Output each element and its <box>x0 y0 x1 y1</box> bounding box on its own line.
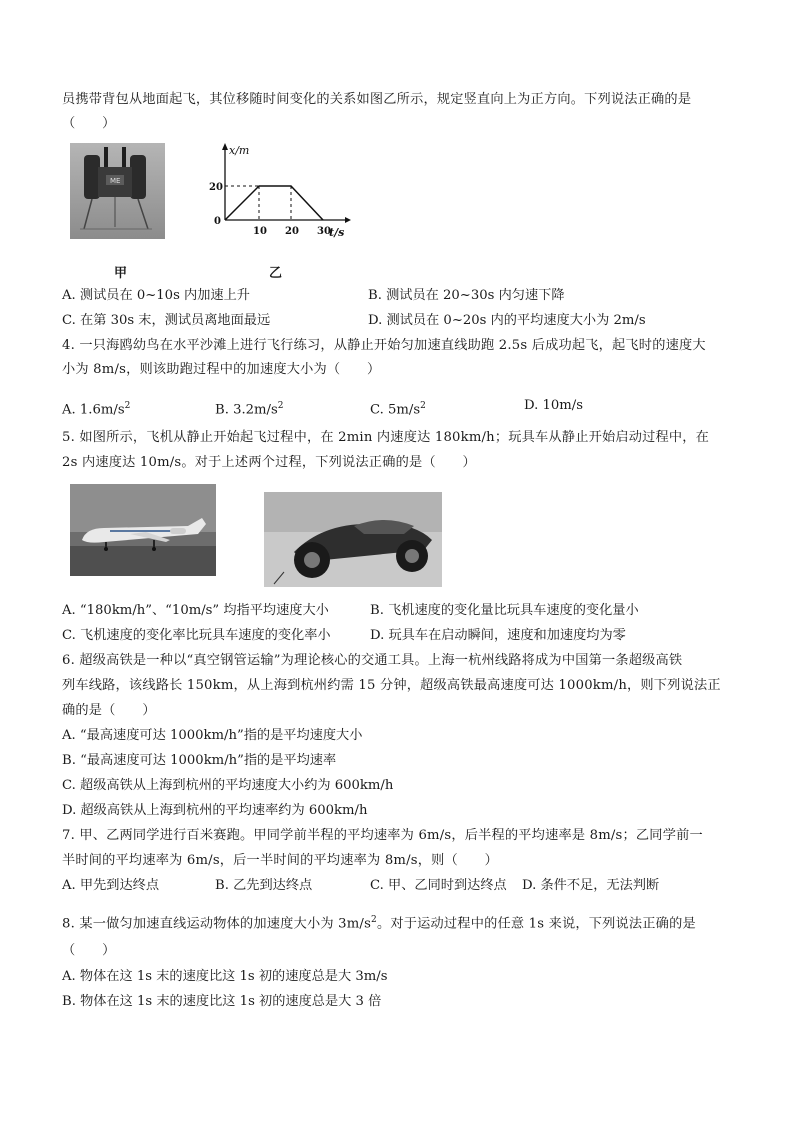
q7-stem-line1: 7. 甲、乙两同学进行百米赛跑。甲同学前半程的平均速率为 6m/s，后半程的平均速率是 8m/s；乙同学前一 <box>62 828 703 843</box>
figure-caption-yi: 乙 <box>269 266 283 281</box>
q4-option-d[interactable]: D. 10m/s <box>524 398 583 413</box>
q8-option-a[interactable]: A. 物体在这 1s 末的速度比这 1s 初的速度总是大 3m/s <box>62 969 388 984</box>
q3-option-b[interactable]: B. 测试员在 20~30s 内匀速下降 <box>368 288 565 303</box>
figure-caption-jia: 甲 <box>114 266 128 281</box>
graph-x-tick-10: 10 <box>253 226 267 237</box>
q6-option-c[interactable]: C. 超级高铁从上海到杭州的平均速度大小约为 600km/h <box>62 778 394 793</box>
q7-option-a[interactable]: A. 甲先到达终点 <box>62 878 160 893</box>
q3-answer-paren: （ ） <box>62 116 116 131</box>
q5-option-c[interactable]: C. 飞机速度的变化率比玩具车速度的变化率小 <box>62 628 331 643</box>
q4-stem-line1: 4. 一只海鸥幼鸟在水平沙滩上进行飞行练习，从静止开始匀加速直线助跑 2.5s 后成功起飞，起飞时的速度大 <box>62 338 706 353</box>
graph-y-tick-20: 20 <box>209 182 223 193</box>
graph-origin: 0 <box>214 216 221 227</box>
airplane-photo <box>70 484 216 576</box>
jetpack-photo <box>70 143 165 239</box>
q6-stem-line3: 确的是（ ） <box>62 703 156 718</box>
toy-car-photo <box>264 492 442 587</box>
q3-stem-line1: 员携带背包从地面起飞，其位移随时间变化的关系如图乙所示，规定竖直向上为正方向。下列说法正确的是 <box>62 92 692 107</box>
q4-option-a[interactable]: A. $1.6m/s^2$ <box>62 401 131 418</box>
q5-option-d[interactable]: D. 玩具车在启动瞬间，速度和加速度均为零 <box>370 628 626 643</box>
q7-option-d[interactable]: D. 条件不足，无法判断 <box>522 878 660 893</box>
q8-option-b[interactable]: B. 物体在这 1s 末的速度比这 1s 初的速度总是大 3 倍 <box>62 994 382 1009</box>
q8-answer-paren: （ ） <box>62 943 116 958</box>
q6-option-d[interactable]: D. 超级高铁从上海到杭州的平均速率约为 600km/h <box>62 803 368 818</box>
q4-option-c[interactable]: C. $5m/s^2$ <box>370 401 426 418</box>
q3-option-c[interactable]: C. 在第 30s 末，测试员离地面最远 <box>62 313 271 328</box>
q7-option-c[interactable]: C. 甲、乙同时到达终点 <box>370 878 507 893</box>
q6-stem-line2: 列车线路，该线路长 150km，从上海到杭州约需 15 分钟，超级高铁最高速度可达 1000km/h，则下列说法正 <box>62 678 721 693</box>
graph-y-label: x/m <box>229 144 250 157</box>
q5-stem-line1: 5. 如图所示，飞机从静止开始起飞过程中，在 2min 内速度达 180km/h；玩具车从静止开始启动过程中，在 <box>62 430 710 445</box>
q7-stem-line2: 半时间的平均速率为 6m/s，后一半时间的平均速率为 8m/s，则（ ） <box>62 853 499 868</box>
q4-stem-line2: 小为 8m/s，则该助跑过程中的加速度大小为（ ） <box>62 362 381 377</box>
displacement-time-graph <box>205 140 355 240</box>
q6-option-a[interactable]: A. “最高速度可达 1000km/h”指的是平均速度大小 <box>62 728 363 743</box>
graph-x-tick-20: 20 <box>285 226 299 237</box>
svg-text:ME: ME <box>110 177 121 185</box>
graph-x-label: t/s <box>329 226 345 239</box>
q4-option-b[interactable]: B. $3.2m/s^2$ <box>215 401 284 418</box>
graph-x-tick-30: 30 <box>317 226 331 237</box>
q8-stem-line1: 8. 某一做匀加速直线运动物体的加速度大小为 $3m/s^2$。对于运动过程中的任意 1s 来说，下列说法正确的是 <box>62 915 696 932</box>
q3-option-a[interactable]: A. 测试员在 0~10s 内加速上升 <box>62 288 250 303</box>
q6-option-b[interactable]: B. “最高速度可达 1000km/h”指的是平均速率 <box>62 753 337 768</box>
q3-option-d[interactable]: D. 测试员在 0~20s 内的平均速度大小为 2m/s <box>368 313 646 328</box>
q5-option-a[interactable]: A. “180km/h”、“10m/s” 均指平均速度大小 <box>62 603 329 618</box>
q5-stem-line2: 2s 内速度达 10m/s。对于上述两个过程，下列说法正确的是（ ） <box>62 455 476 470</box>
q6-stem-line1: 6. 超级高铁是一种以“真空钢管运输”为理论核心的交通工具。上海一杭州线路将成为中国第一条超级高铁 <box>62 653 683 668</box>
q7-option-b[interactable]: B. 乙先到达终点 <box>215 878 313 893</box>
q5-option-b[interactable]: B. 飞机速度的变化量比玩具车速度的变化量小 <box>370 603 639 618</box>
